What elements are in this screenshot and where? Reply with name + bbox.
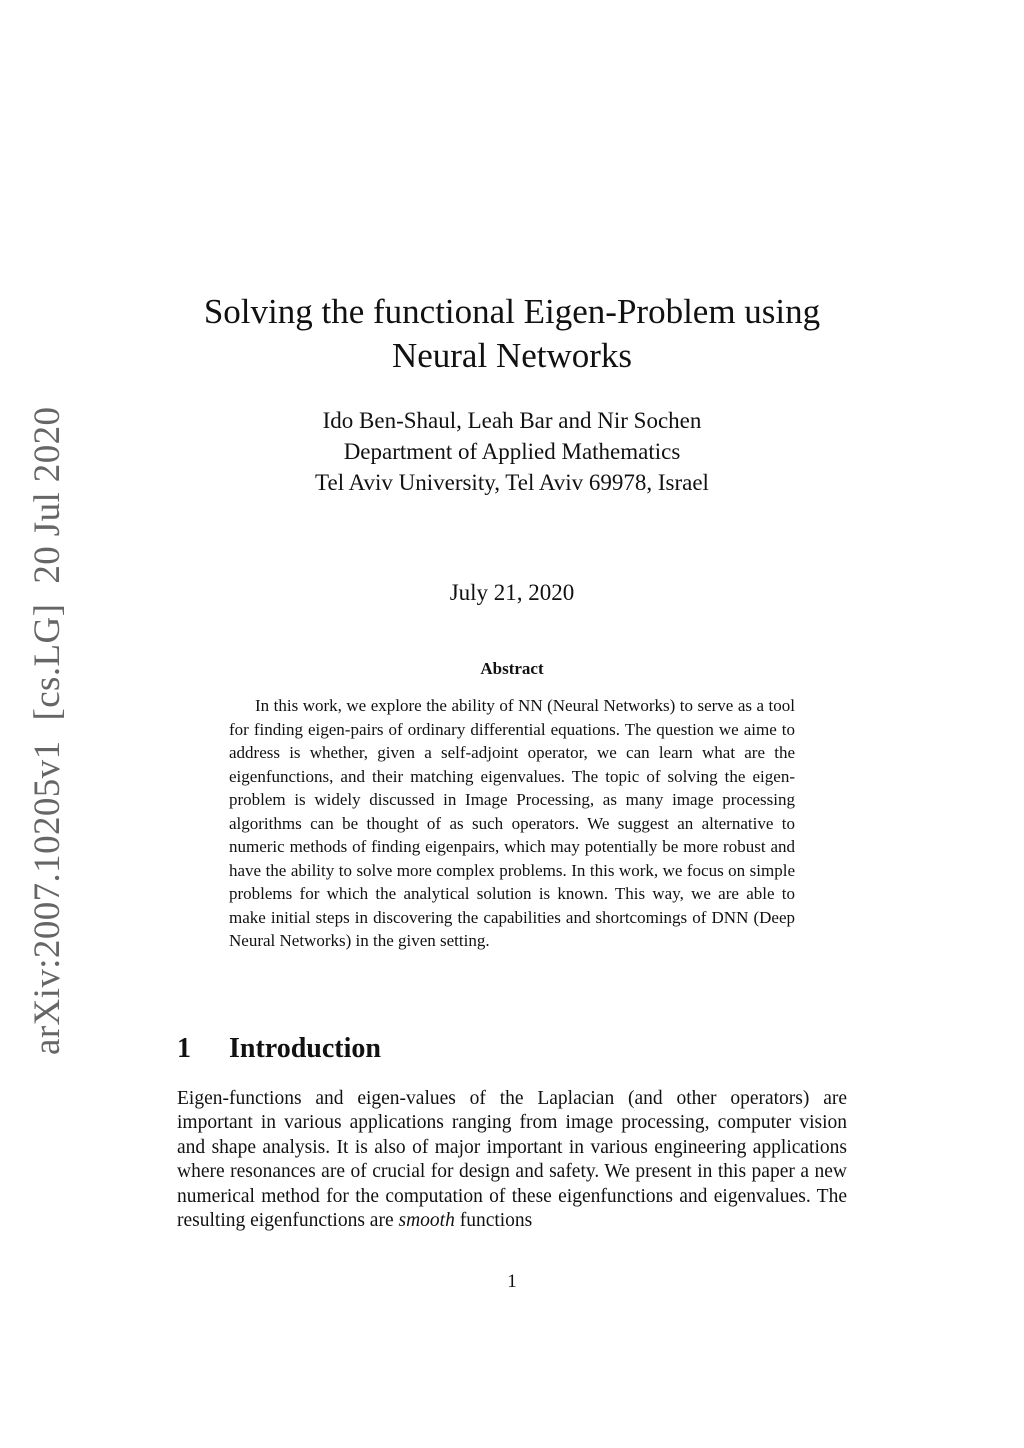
intro-emphasis: smooth [398,1210,455,1232]
arxiv-date: 20 Jul 2020 [27,406,68,584]
author-names: Ido Ben-Shaul, Leah Bar and Nir Sochen [322,408,702,433]
paper-date: July 21, 2020 [449,580,575,605]
section-number: 1 [177,1033,191,1064]
arxiv-id: arXiv:2007.10205v1 [27,740,68,1055]
arxiv-category: [cs.LG] [27,603,68,721]
abstract-text: In this work, we explore the ability of NN (Neural Networks) to serve as a tool for finding eigen-pairs of ordinary differential equations. The question we aime to address is whether, given a self-adjoint operator, we can learn what are the eigenfunctions, and their matching eigenvalues. The topic of solving the eigen-problem is widely discussed in Image Processing, as many image processing algorithms can be thought of as such operators. We suggest an alternative to numeric methods of finding eigenpairs, which may potentially be more robust and have the ability to solve more complex problems. In this work, we focus on simple problems for which the analytical solution is known. This way, we are able to make initial steps in discovering the capabilities and shortcomings of DNN (Deep Neural Networks) in the given setting. [229,696,795,950]
author-department: Department of Applied Mathematics [343,439,681,464]
title-line-1: Solving the functional Eigen-Problem using [203,292,821,331]
page-number: 1 [507,1271,517,1292]
title-line-2: Neural Networks [391,336,633,375]
introduction-paragraph [177,1087,847,1233]
intro-text-start: Eigen-functions and eigen-values of the Laplacian (and other operators) are important in various applications ranging from image processing, computer vision and shape analysis. It is also of major important in various engineering applications where resonances are of crucial for design and safety. We present in this paper a new numerical method for the computation of these eigenfunctions and eigenvalues. The resulting eigenfunctions are [177,1088,847,1232]
section-heading-introduction [177,1029,381,1069]
abstract-heading: Abstract [480,659,544,678]
section-title: Introduction [229,1033,381,1064]
intro-text-end: functions [454,1210,533,1232]
author-institution: Tel Aviv University, Tel Aviv 69978, Israel [315,470,709,495]
paper-title [150,290,874,378]
author-block [150,405,874,498]
arxiv-identifier-stamp [26,407,69,1055]
